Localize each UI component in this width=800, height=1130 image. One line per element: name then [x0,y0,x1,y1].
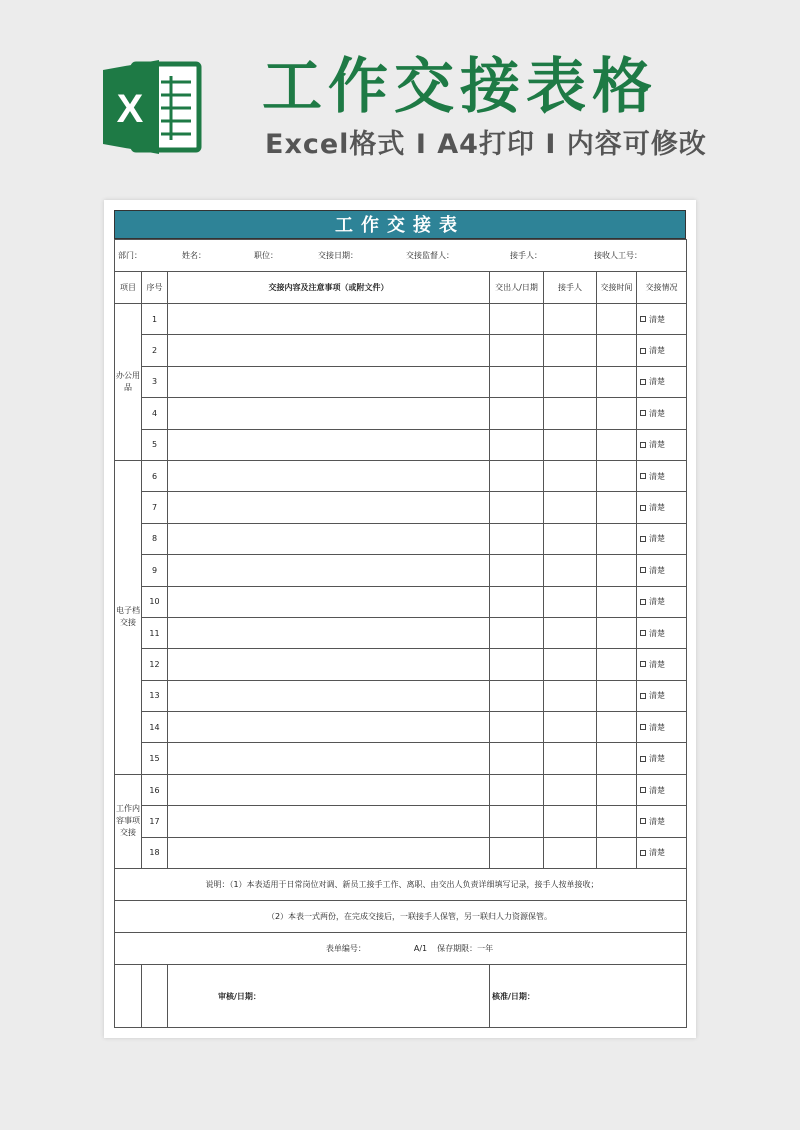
entry-cell[interactable] [544,743,597,774]
entry-cell[interactable] [544,492,597,523]
blank-cell [142,965,168,1028]
status-cell[interactable] [637,460,687,491]
checkbox-icon[interactable] [640,410,646,416]
column-header: 交接情况 [637,272,687,304]
entry-cell[interactable] [544,555,597,586]
form-number-value: A/1 [413,944,428,954]
row-number: 18 [142,837,168,868]
entry-cell[interactable] [490,649,544,680]
status-label: 清楚 [649,691,665,701]
status-cell[interactable] [637,680,687,711]
entry-cell[interactable] [168,398,490,429]
approve-signature[interactable]: 核准/日期： [490,965,687,1028]
info-field: 接手人： [510,251,542,260]
status-cell[interactable] [637,806,687,837]
table-row [115,586,687,617]
table-row [115,555,687,586]
entry-cell[interactable] [490,555,544,586]
entry-cell[interactable] [597,837,637,868]
table-row [115,806,687,837]
status-cell[interactable] [637,555,687,586]
status-label: 清楚 [649,628,665,638]
entry-cell[interactable] [168,523,490,554]
checkbox-icon[interactable] [640,756,646,762]
entry-cell[interactable] [544,837,597,868]
entry-cell[interactable] [168,837,490,868]
checkbox-icon[interactable] [640,473,646,479]
entry-cell[interactable] [490,366,544,397]
entry-cell[interactable] [544,649,597,680]
status-label: 清楚 [649,597,665,607]
table-row [115,617,687,648]
table-row [115,398,687,429]
row-number: 2 [142,335,168,366]
entry-cell[interactable] [597,366,637,397]
status-cell[interactable] [637,837,687,868]
entry-cell[interactable] [168,335,490,366]
category-cell: 电子档交接 [115,460,142,774]
entry-cell[interactable] [168,366,490,397]
checkbox-icon[interactable] [640,379,646,385]
entry-cell[interactable] [490,743,544,774]
status-cell[interactable] [637,335,687,366]
checkbox-icon[interactable] [640,630,646,636]
excel-icon [103,58,203,156]
header-row [115,272,687,304]
table-row [115,774,687,805]
info-field: 交接日期： [318,251,358,260]
note-row-2 [115,901,687,933]
status-cell[interactable] [637,523,687,554]
retention-period: 保存期限：一年 [437,944,494,954]
entry-cell[interactable] [597,680,637,711]
page-title: 工作交接表格 [262,52,658,122]
entry-cell[interactable] [597,743,637,774]
table-row [115,523,687,554]
form-number-row [115,933,687,965]
row-number: 13 [142,680,168,711]
entry-cell[interactable] [597,492,637,523]
entry-cell[interactable] [544,774,597,805]
entry-cell[interactable] [168,555,490,586]
document-page [104,200,696,1038]
note-row-2-text: （2）本表一式两份，在完成交接后，一联接手人保管，另一联归人力资源保管。 [115,901,687,933]
info-field: 姓名： [182,251,206,260]
entry-cell[interactable] [490,523,544,554]
column-header: 交接时间 [597,272,637,304]
note-row-1-text: 说明：（1）本表适用于日常岗位对调、新员工接手工作、离职、由交出人负责详细填写记录，接手人按单接收； [115,869,687,901]
entry-cell[interactable] [597,712,637,743]
table-row [115,429,687,460]
table-row [115,335,687,366]
entry-cell[interactable] [490,304,544,335]
form-number-cell [115,933,687,965]
status-label: 清楚 [649,754,665,764]
row-number: 3 [142,366,168,397]
entry-cell[interactable] [168,617,490,648]
entry-cell[interactable] [490,460,544,491]
checkbox-icon[interactable] [640,661,646,667]
entry-cell[interactable] [544,586,597,617]
table-row [115,649,687,680]
status-label: 清楚 [649,471,665,481]
row-number: 6 [142,460,168,491]
entry-cell[interactable] [168,712,490,743]
column-header: 项目 [115,272,142,304]
row-number: 1 [142,304,168,335]
row-number: 12 [142,649,168,680]
status-cell[interactable] [637,712,687,743]
entry-cell[interactable] [490,492,544,523]
entry-cell[interactable] [597,617,637,648]
entry-cell[interactable] [168,429,490,460]
status-label: 清楚 [649,785,665,795]
checkbox-icon[interactable] [640,850,646,856]
entry-cell[interactable] [490,429,544,460]
checkbox-icon[interactable] [640,693,646,699]
checkbox-icon[interactable] [640,567,646,573]
entry-cell[interactable] [544,335,597,366]
entry-cell[interactable] [597,398,637,429]
note-row-1 [115,869,687,901]
status-label: 清楚 [649,659,665,669]
info-field: 职位： [254,251,278,260]
entry-cell[interactable] [597,649,637,680]
row-number: 11 [142,617,168,648]
entry-cell[interactable] [597,586,637,617]
entry-cell[interactable] [490,398,544,429]
status-cell[interactable] [637,366,687,397]
entry-cell[interactable] [168,492,490,523]
entry-cell[interactable] [544,680,597,711]
entry-cell[interactable] [168,649,490,680]
entry-cell[interactable] [168,680,490,711]
table-row [115,837,687,868]
entry-cell[interactable] [544,806,597,837]
entry-cell[interactable] [490,712,544,743]
entry-cell[interactable] [544,523,597,554]
signature-row [115,965,687,1028]
status-cell[interactable] [637,586,687,617]
status-cell[interactable] [637,398,687,429]
entry-cell[interactable] [597,335,637,366]
row-number: 7 [142,492,168,523]
entry-cell[interactable] [597,460,637,491]
checkbox-icon[interactable] [640,316,646,322]
row-number: 15 [142,743,168,774]
table-row [115,460,687,491]
checkbox-icon[interactable] [640,818,646,824]
row-number: 10 [142,586,168,617]
page-subtitle: Excel格式 Ⅰ A4打印 Ⅰ 内容可修改 [265,129,707,160]
entry-cell[interactable] [544,366,597,397]
table-row [115,712,687,743]
info-field: 接收人工号： [594,251,642,260]
entry-cell[interactable] [597,774,637,805]
status-cell[interactable] [637,649,687,680]
table-row [115,304,687,335]
entry-cell[interactable] [597,429,637,460]
checkbox-icon[interactable] [640,348,646,354]
checkbox-icon[interactable] [640,599,646,605]
banner [0,0,800,190]
checkbox-icon[interactable] [640,787,646,793]
status-label: 清楚 [649,346,665,356]
entry-cell[interactable] [544,617,597,648]
entry-cell[interactable] [490,680,544,711]
checkbox-icon[interactable] [640,536,646,542]
status-label: 清楚 [649,440,665,450]
entry-cell[interactable] [597,304,637,335]
info-row [115,240,687,272]
review-signature[interactable]: 审核/日期： [168,965,490,1028]
status-label: 清楚 [649,848,665,858]
status-label: 清楚 [649,722,665,732]
row-number: 4 [142,398,168,429]
status-label: 清楚 [649,816,665,826]
column-header: 交出人/日期 [490,272,544,304]
status-label: 清楚 [649,565,665,575]
status-cell[interactable] [637,617,687,648]
sheet-title: 工作交接表 [114,210,686,239]
table-row [115,680,687,711]
category-cell: 工作内容事项交接 [115,774,142,868]
column-header: 接手人 [544,272,597,304]
category-cell: 办公用品 [115,304,142,461]
blank-cell [115,965,142,1028]
entry-cell[interactable] [168,806,490,837]
entry-cell[interactable] [597,555,637,586]
status-label: 清楚 [649,377,665,387]
row-number: 16 [142,774,168,805]
status-cell[interactable] [637,304,687,335]
entry-cell[interactable] [168,586,490,617]
entry-cell[interactable] [168,304,490,335]
table-row [115,743,687,774]
status-cell[interactable] [637,743,687,774]
svg-text:X: X [116,87,144,131]
handover-sheet [114,210,686,1028]
table-row [115,492,687,523]
status-label: 清楚 [649,534,665,544]
info-field: 交接监督人： [406,251,454,260]
entry-cell[interactable] [544,460,597,491]
column-header: 交接内容及注意事项（或附文件） [168,272,490,304]
entry-cell[interactable] [490,617,544,648]
row-number: 17 [142,806,168,837]
entry-cell[interactable] [544,304,597,335]
entry-cell[interactable] [168,743,490,774]
status-label: 清楚 [649,408,665,418]
entry-cell[interactable] [597,523,637,554]
table-row [115,366,687,397]
row-number: 5 [142,429,168,460]
entry-cell[interactable] [544,429,597,460]
entry-cell[interactable] [544,712,597,743]
entry-cell[interactable] [490,806,544,837]
status-cell[interactable] [637,774,687,805]
info-field: 部门： [118,251,142,260]
status-label: 清楚 [649,314,665,324]
entry-cell[interactable] [490,586,544,617]
row-number: 14 [142,712,168,743]
column-header: 序号 [142,272,168,304]
checkbox-icon[interactable] [640,724,646,730]
entry-cell[interactable] [490,837,544,868]
status-cell[interactable] [637,429,687,460]
entry-cell[interactable] [597,806,637,837]
handover-table [114,239,687,1028]
entry-cell[interactable] [544,398,597,429]
entry-cell[interactable] [168,774,490,805]
status-label: 清楚 [649,503,665,513]
row-number: 8 [142,523,168,554]
entry-cell[interactable] [168,460,490,491]
checkbox-icon[interactable] [640,505,646,511]
checkbox-icon[interactable] [640,442,646,448]
entry-cell[interactable] [490,335,544,366]
entry-cell[interactable] [490,774,544,805]
status-cell[interactable] [637,492,687,523]
form-number-label: 表单编号： [325,944,366,954]
row-number: 9 [142,555,168,586]
